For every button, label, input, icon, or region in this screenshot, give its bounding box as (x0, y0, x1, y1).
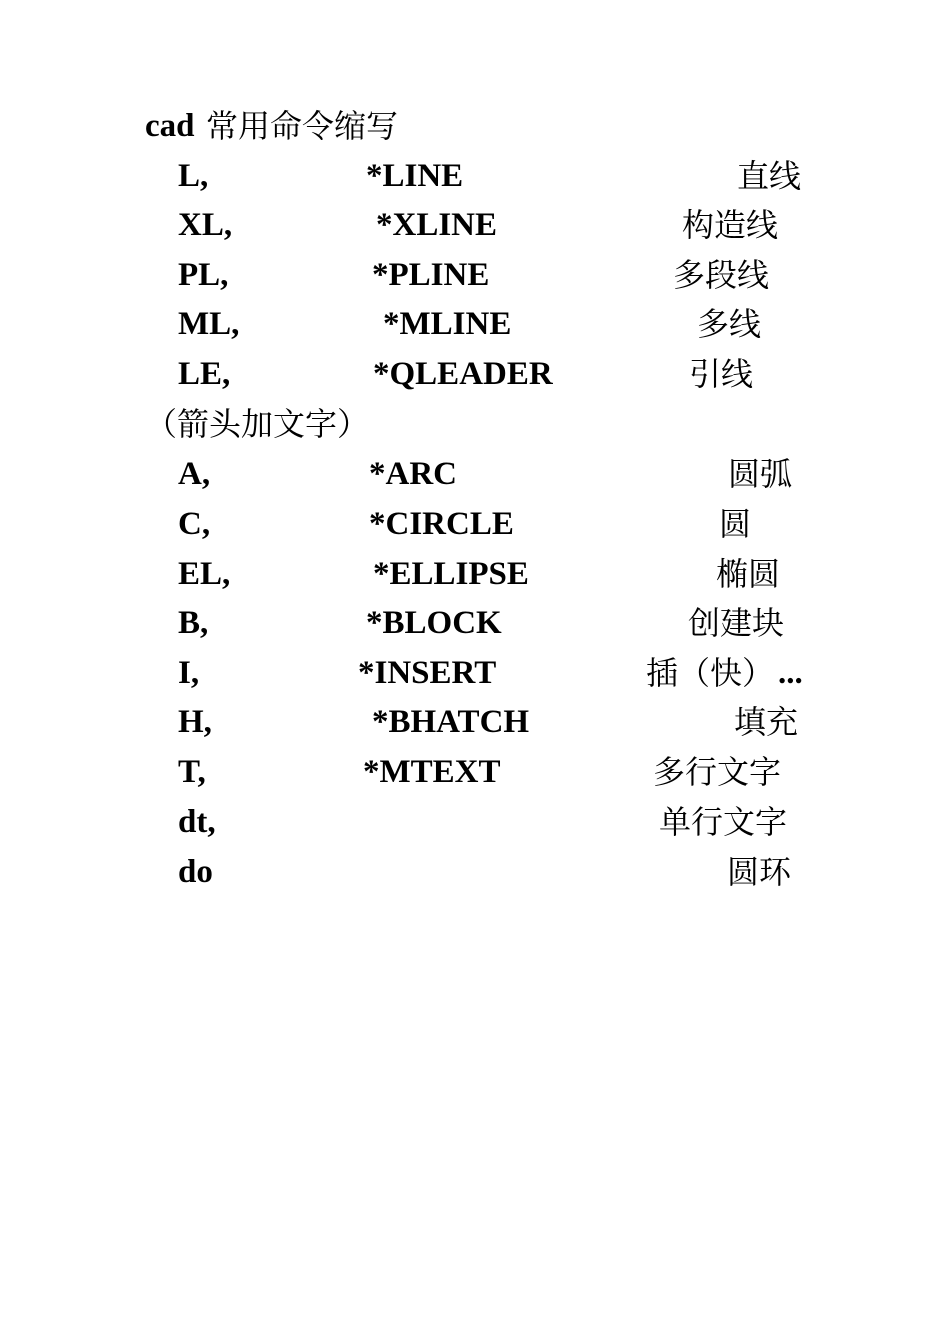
row-meaning: 引线 (689, 355, 754, 393)
row-meaning: 椭圆 (716, 555, 781, 593)
row-command: *BLOCK (366, 605, 502, 641)
row-meaning: 多行文字 (653, 753, 782, 791)
row-abbr: T, (178, 754, 206, 790)
row-meaning: 插（快） (646, 654, 775, 692)
row-meaning: 多线 (697, 305, 762, 343)
row-meaning: 圆弧 (728, 455, 793, 493)
row-abbr: LE, (178, 356, 231, 392)
row-meaning: 圆 (719, 505, 752, 543)
row-command: *LINE (366, 158, 464, 194)
row-abbr: H, (178, 704, 212, 740)
row-meaning: 圆环 (727, 853, 792, 891)
row-command: *ELLIPSE (373, 556, 529, 592)
row-meaning: 直线 (737, 157, 802, 195)
row-command: *XLINE (376, 207, 498, 243)
title-prefix: cad (145, 108, 195, 144)
row-command: *QLEADER (373, 356, 553, 392)
row-command: *CIRCLE (369, 506, 514, 542)
row-command: *MTEXT (363, 754, 501, 790)
row-command: *BHATCH (372, 704, 530, 740)
row-meaning: 构造线 (682, 206, 779, 244)
row-meaning: 多段线 (673, 256, 770, 294)
row-abbr: C, (178, 506, 211, 542)
row-meaning-ellipsis: ... (778, 655, 803, 691)
row-abbr: ML, (178, 306, 240, 342)
row-abbr: dt, (178, 804, 216, 840)
row-meaning: 单行文字 (659, 803, 788, 841)
row-command: *INSERT (358, 655, 497, 691)
row-command: *PLINE (372, 257, 490, 293)
row-command: *MLINE (383, 306, 512, 342)
row-abbr: EL, (178, 556, 231, 592)
note-text: （箭头加文字） (145, 405, 370, 443)
row-meaning: 创建块 (688, 604, 785, 642)
row-meaning: 填充 (734, 703, 799, 741)
row-abbr: L, (178, 158, 209, 194)
row-command: *ARC (369, 456, 457, 492)
row-abbr: A, (178, 456, 211, 492)
title-text: 常用命令缩写 (206, 107, 399, 145)
row-abbr: XL, (178, 207, 233, 243)
row-abbr: B, (178, 605, 209, 641)
row-abbr: PL, (178, 257, 229, 293)
row-abbr: do (178, 854, 213, 890)
row-abbr: I, (178, 655, 200, 691)
